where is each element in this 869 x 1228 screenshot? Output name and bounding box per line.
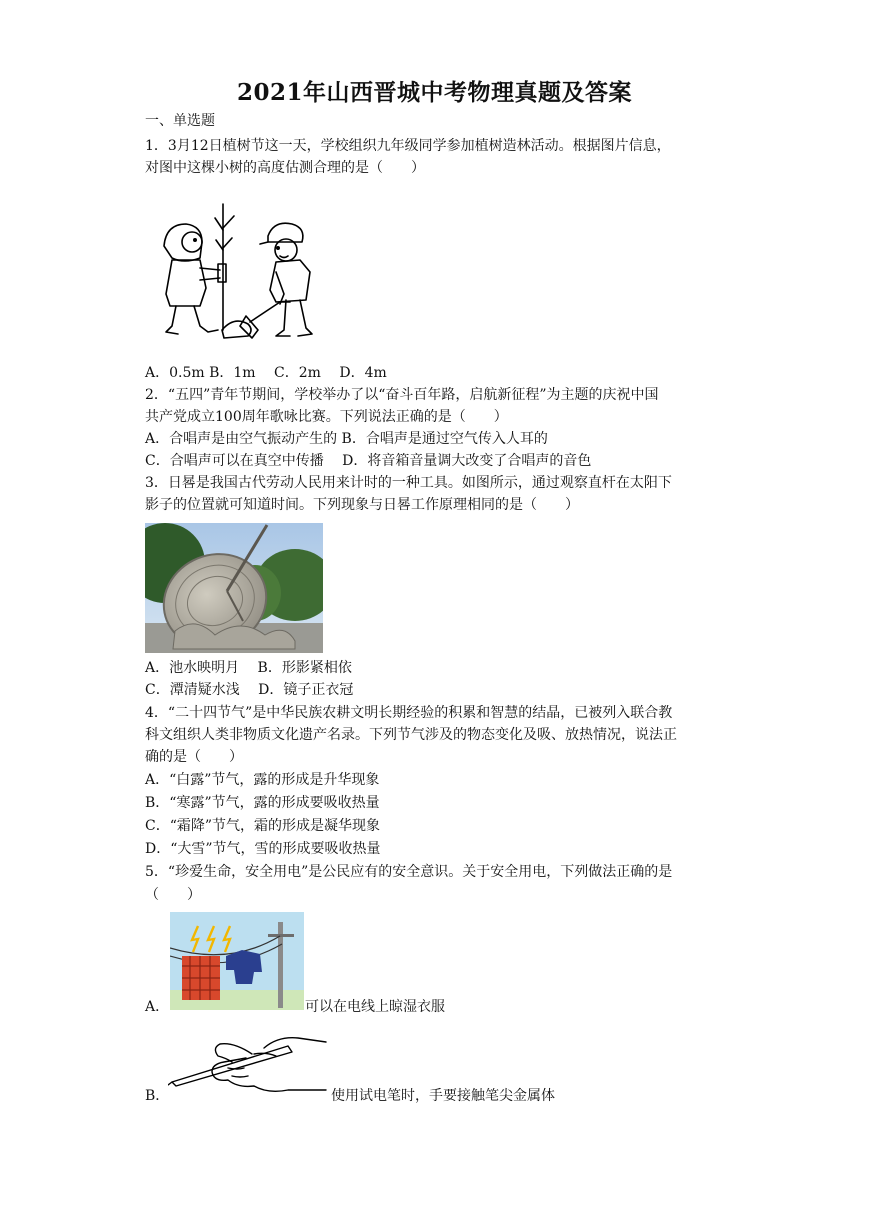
q1-stem-line-1: 1．3月12日植树节这一天，学校组织九年级同学参加植树造林活动。根据图片信息， <box>145 138 671 154</box>
q4-option-a: A．“白露”节气，露的形成是升华现象 <box>145 772 380 788</box>
tree-planting-figure <box>150 198 320 348</box>
q1-stem-line-2: 对图中这棵小树的高度估测合理的是（ ） <box>145 160 425 176</box>
q5-option-a-text: 可以在电线上晾湿衣服 <box>305 999 445 1015</box>
q5-option-b-text: 使用试电笔时，手要接触笔尖金属体 <box>331 1088 555 1104</box>
q5-stem-line-1: 5．“珍爱生命，安全用电”是公民应有的安全意识。关于安全用电，下列做法正确的是 <box>145 864 673 880</box>
section-heading: 一、单选题 <box>145 113 215 129</box>
q1-options: A．0.5m B．1m C．2m D．4m <box>145 365 387 381</box>
q3-options-cd: C．潭清疑水浅 D．镜子正衣冠 <box>145 682 354 698</box>
q2-stem-line-2: 共产党成立100周年歌咏比赛。下列说法正确的是（ ） <box>145 409 508 425</box>
q3-stem-line-1: 3．日晷是我国古代劳动人民用来计时的一种工具。如图所示，通过观察直杆在太阳下 <box>145 475 672 491</box>
clothes-on-power-line-figure <box>170 912 304 1010</box>
q2-stem-line-1: 2．“五四”青年节期间，学校举办了以“奋斗百年路，启航新征程”为主题的庆祝中国 <box>145 387 659 403</box>
q5-stem-line-2: （ ） <box>145 887 201 903</box>
q4-stem-line-1: 4．“二十四节气”是中华民族农耕文明长期经验的积累和智慧的结晶，已被列入联合教 <box>145 705 673 721</box>
q5-option-a-label: A． <box>145 999 170 1015</box>
q2-options-ab: A．合唱声是由空气振动产生的 B．合唱声是通过空气传入人耳的 <box>145 431 548 447</box>
q2-options-cd: C．合唱声可以在真空中传播 D．将音箱音量调大改变了合唱声的音色 <box>145 453 592 469</box>
sundial-photo <box>145 523 323 653</box>
page-title: 2021年山西晋城中考物理真题及答案 <box>236 79 632 106</box>
q3-stem-line-2: 影子的位置就可知道时间。下列现象与日晷工作原理相同的是（ ） <box>145 497 579 513</box>
q3-options-ab: A．池水映明月 B．形影紧相依 <box>145 660 352 676</box>
q4-option-c: C．“霜降”节气，霜的形成是凝华现象 <box>145 818 381 834</box>
q4-stem-line-3: 确的是（ ） <box>145 749 243 765</box>
q5-option-b-label: B． <box>145 1088 170 1104</box>
test-pen-hand-figure <box>168 1028 330 1098</box>
q4-stem-line-2: 科文组织人类非物质文化遗产名录。下列节气涉及的物态变化及吸、放热情况，说法正 <box>145 727 677 743</box>
q4-option-d: D．“大雪”节气，雪的形成要吸收热量 <box>145 841 381 857</box>
q4-option-b: B．“寒露”节气，露的形成要吸收热量 <box>145 795 380 811</box>
